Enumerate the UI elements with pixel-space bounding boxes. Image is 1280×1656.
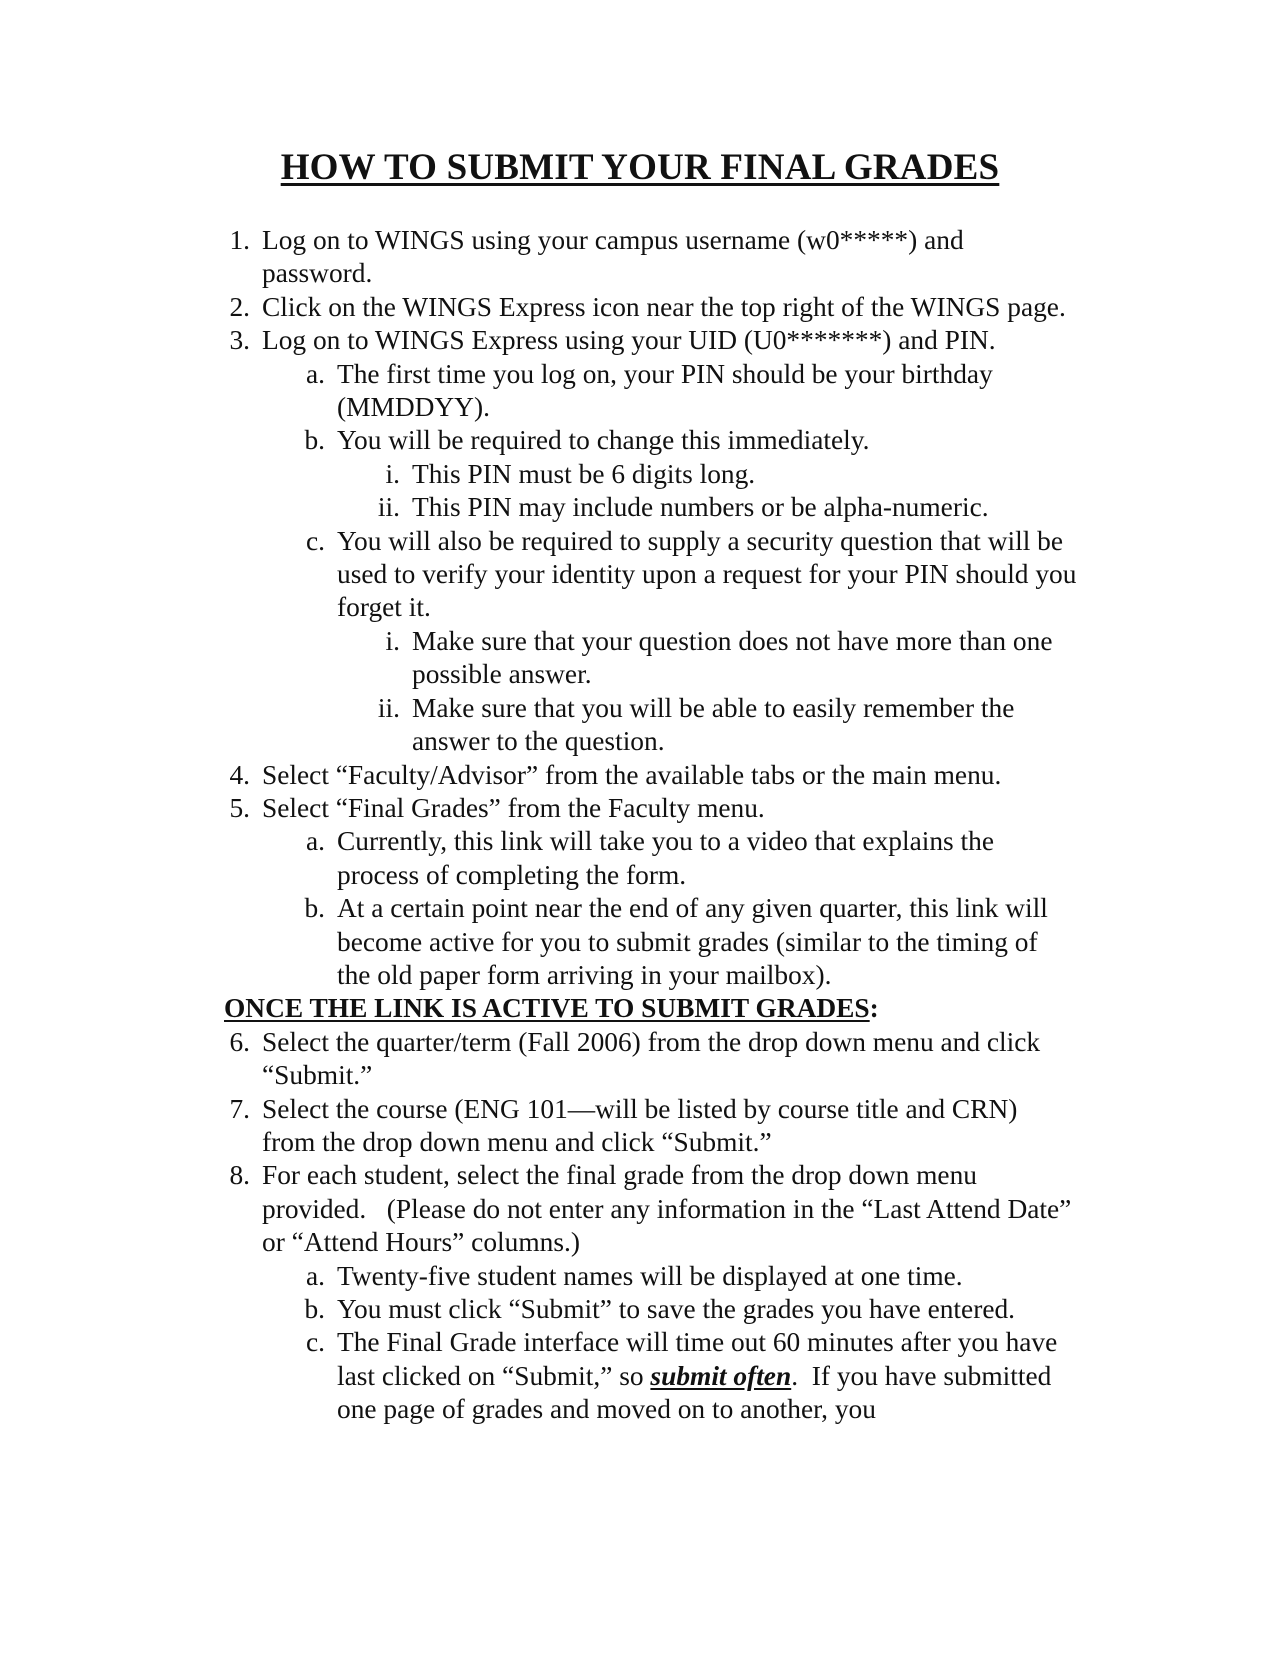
step-text: Select the quarter/term (Fall 2006) from the drop down menu and click “Submit.” — [262, 1026, 1041, 1091]
step-5a — [0, 825, 1077, 892]
step-text: Select “Faculty/Advisor” from the available tabs or the main menu. — [262, 759, 1002, 790]
substep-text: Currently, this link will take you to a video that explains the process of completing the form. — [337, 826, 995, 890]
step-3c — [0, 525, 1077, 625]
substep-text: At a certain point near the end of any given quarter, this link will become active for you to submit grades (similar to the timing of the old paper form arriving in your mailbox). — [337, 893, 1048, 990]
step-3c-ii — [0, 692, 1072, 759]
step-marker: 3. — [229, 325, 250, 356]
step-3b — [0, 424, 1077, 457]
step-1 — [0, 224, 1072, 291]
step-8a — [0, 1260, 1077, 1293]
substep-marker: a. — [305, 358, 325, 389]
section-heading-text: ONCE THE LINK IS ACTIVE TO SUBMIT GRADES — [224, 993, 870, 1024]
step-5 — [0, 792, 1072, 825]
subsubstep-text: Make sure that you will be able to easily remember the answer to the question. — [412, 692, 1015, 757]
step-3b-i — [0, 458, 1072, 491]
step-marker: 1. — [229, 225, 250, 255]
substep-text-after: . If you have submitted one page of grades and moved on to another, you — [337, 1360, 1059, 1425]
step-marker: 4. — [229, 759, 250, 790]
step-5b — [0, 892, 1077, 992]
substep-text: Twenty-five student names will be displayed at one time. — [337, 1260, 963, 1291]
subsubstep-text: This PIN may include numbers or be alpha-numeric. — [412, 492, 989, 523]
step-8c — [0, 1326, 1077, 1426]
step-8 — [0, 1159, 1079, 1259]
step-text: Log on to WINGS using your campus username (w0*****) and password. — [262, 225, 964, 289]
subsubstep-marker: ii. — [377, 692, 400, 723]
step-6 — [0, 1026, 1072, 1093]
step-text: Log on to WINGS Express using your UID (U0*******) and PIN. — [262, 325, 996, 356]
step-marker: 2. — [229, 291, 250, 322]
step-text: Click on the WINGS Express icon near the top right of the WINGS page. — [262, 291, 1066, 322]
step-marker: 6. — [229, 1026, 250, 1057]
substep-text-before: The Final Grade interface will time out 60 minutes after you have last clicked on “Submit,” so — [337, 1327, 1058, 1391]
step-3a — [0, 358, 1077, 425]
step-7 — [0, 1093, 1072, 1160]
step-8b — [0, 1293, 1077, 1326]
substep-marker: b. — [304, 1294, 325, 1324]
substep-marker: c. — [305, 1327, 325, 1358]
substep-text: The first time you log on, your PIN should be your birthday (MMDDYY). — [337, 358, 993, 423]
step-3c-i — [0, 625, 1072, 692]
step-2 — [0, 291, 1072, 324]
submit-often-emphasis: submit often — [650, 1360, 792, 1391]
substep-marker: c. — [305, 525, 325, 556]
subsubstep-marker: i. — [385, 625, 400, 656]
page-title: HOW TO SUBMIT YOUR FINAL GRADES — [280, 147, 1000, 188]
step-4 — [0, 759, 1072, 792]
step-marker: 7. — [229, 1093, 250, 1124]
substep-marker: b. — [304, 425, 325, 456]
substep-marker: a. — [305, 1260, 325, 1291]
step-3b-ii — [0, 491, 1072, 524]
substep-text: You will be required to change this immediately. — [337, 425, 870, 456]
step-3 — [0, 324, 1072, 357]
section-heading — [0, 992, 1280, 1025]
substep-text: You will also be required to supply a security question that will be used to verify your identity upon a request for your PIN should you forget it. — [337, 525, 1077, 623]
subsubstep-text: Make sure that your question does not have more than one possible answer. — [412, 625, 1053, 690]
step-text: Select the course (ENG 101—will be listed by course title and CRN) from the drop down menu and click “Submit.” — [262, 1093, 1018, 1157]
step-text: Select “Final Grades” from the Faculty menu. — [262, 792, 765, 823]
substep-text: You must click “Submit” to save the grades you have entered. — [337, 1294, 1016, 1324]
step-text: For each student, select the final grade from the drop down menu provided. (Please do not enter any information in the “Last Attend Date” or “Attend Hours” columns.) — [262, 1160, 1079, 1258]
step-marker: 5. — [229, 792, 250, 823]
subsubstep-text: This PIN must be 6 digits long. — [412, 458, 756, 489]
section-heading-colon: : — [869, 993, 879, 1024]
substep-marker: a. — [305, 826, 325, 857]
instructions-list — [0, 224, 1280, 1427]
subsubstep-marker: ii. — [377, 492, 400, 523]
substep-marker: b. — [304, 893, 325, 924]
subsubstep-marker: i. — [385, 458, 400, 489]
step-marker: 8. — [229, 1160, 250, 1191]
